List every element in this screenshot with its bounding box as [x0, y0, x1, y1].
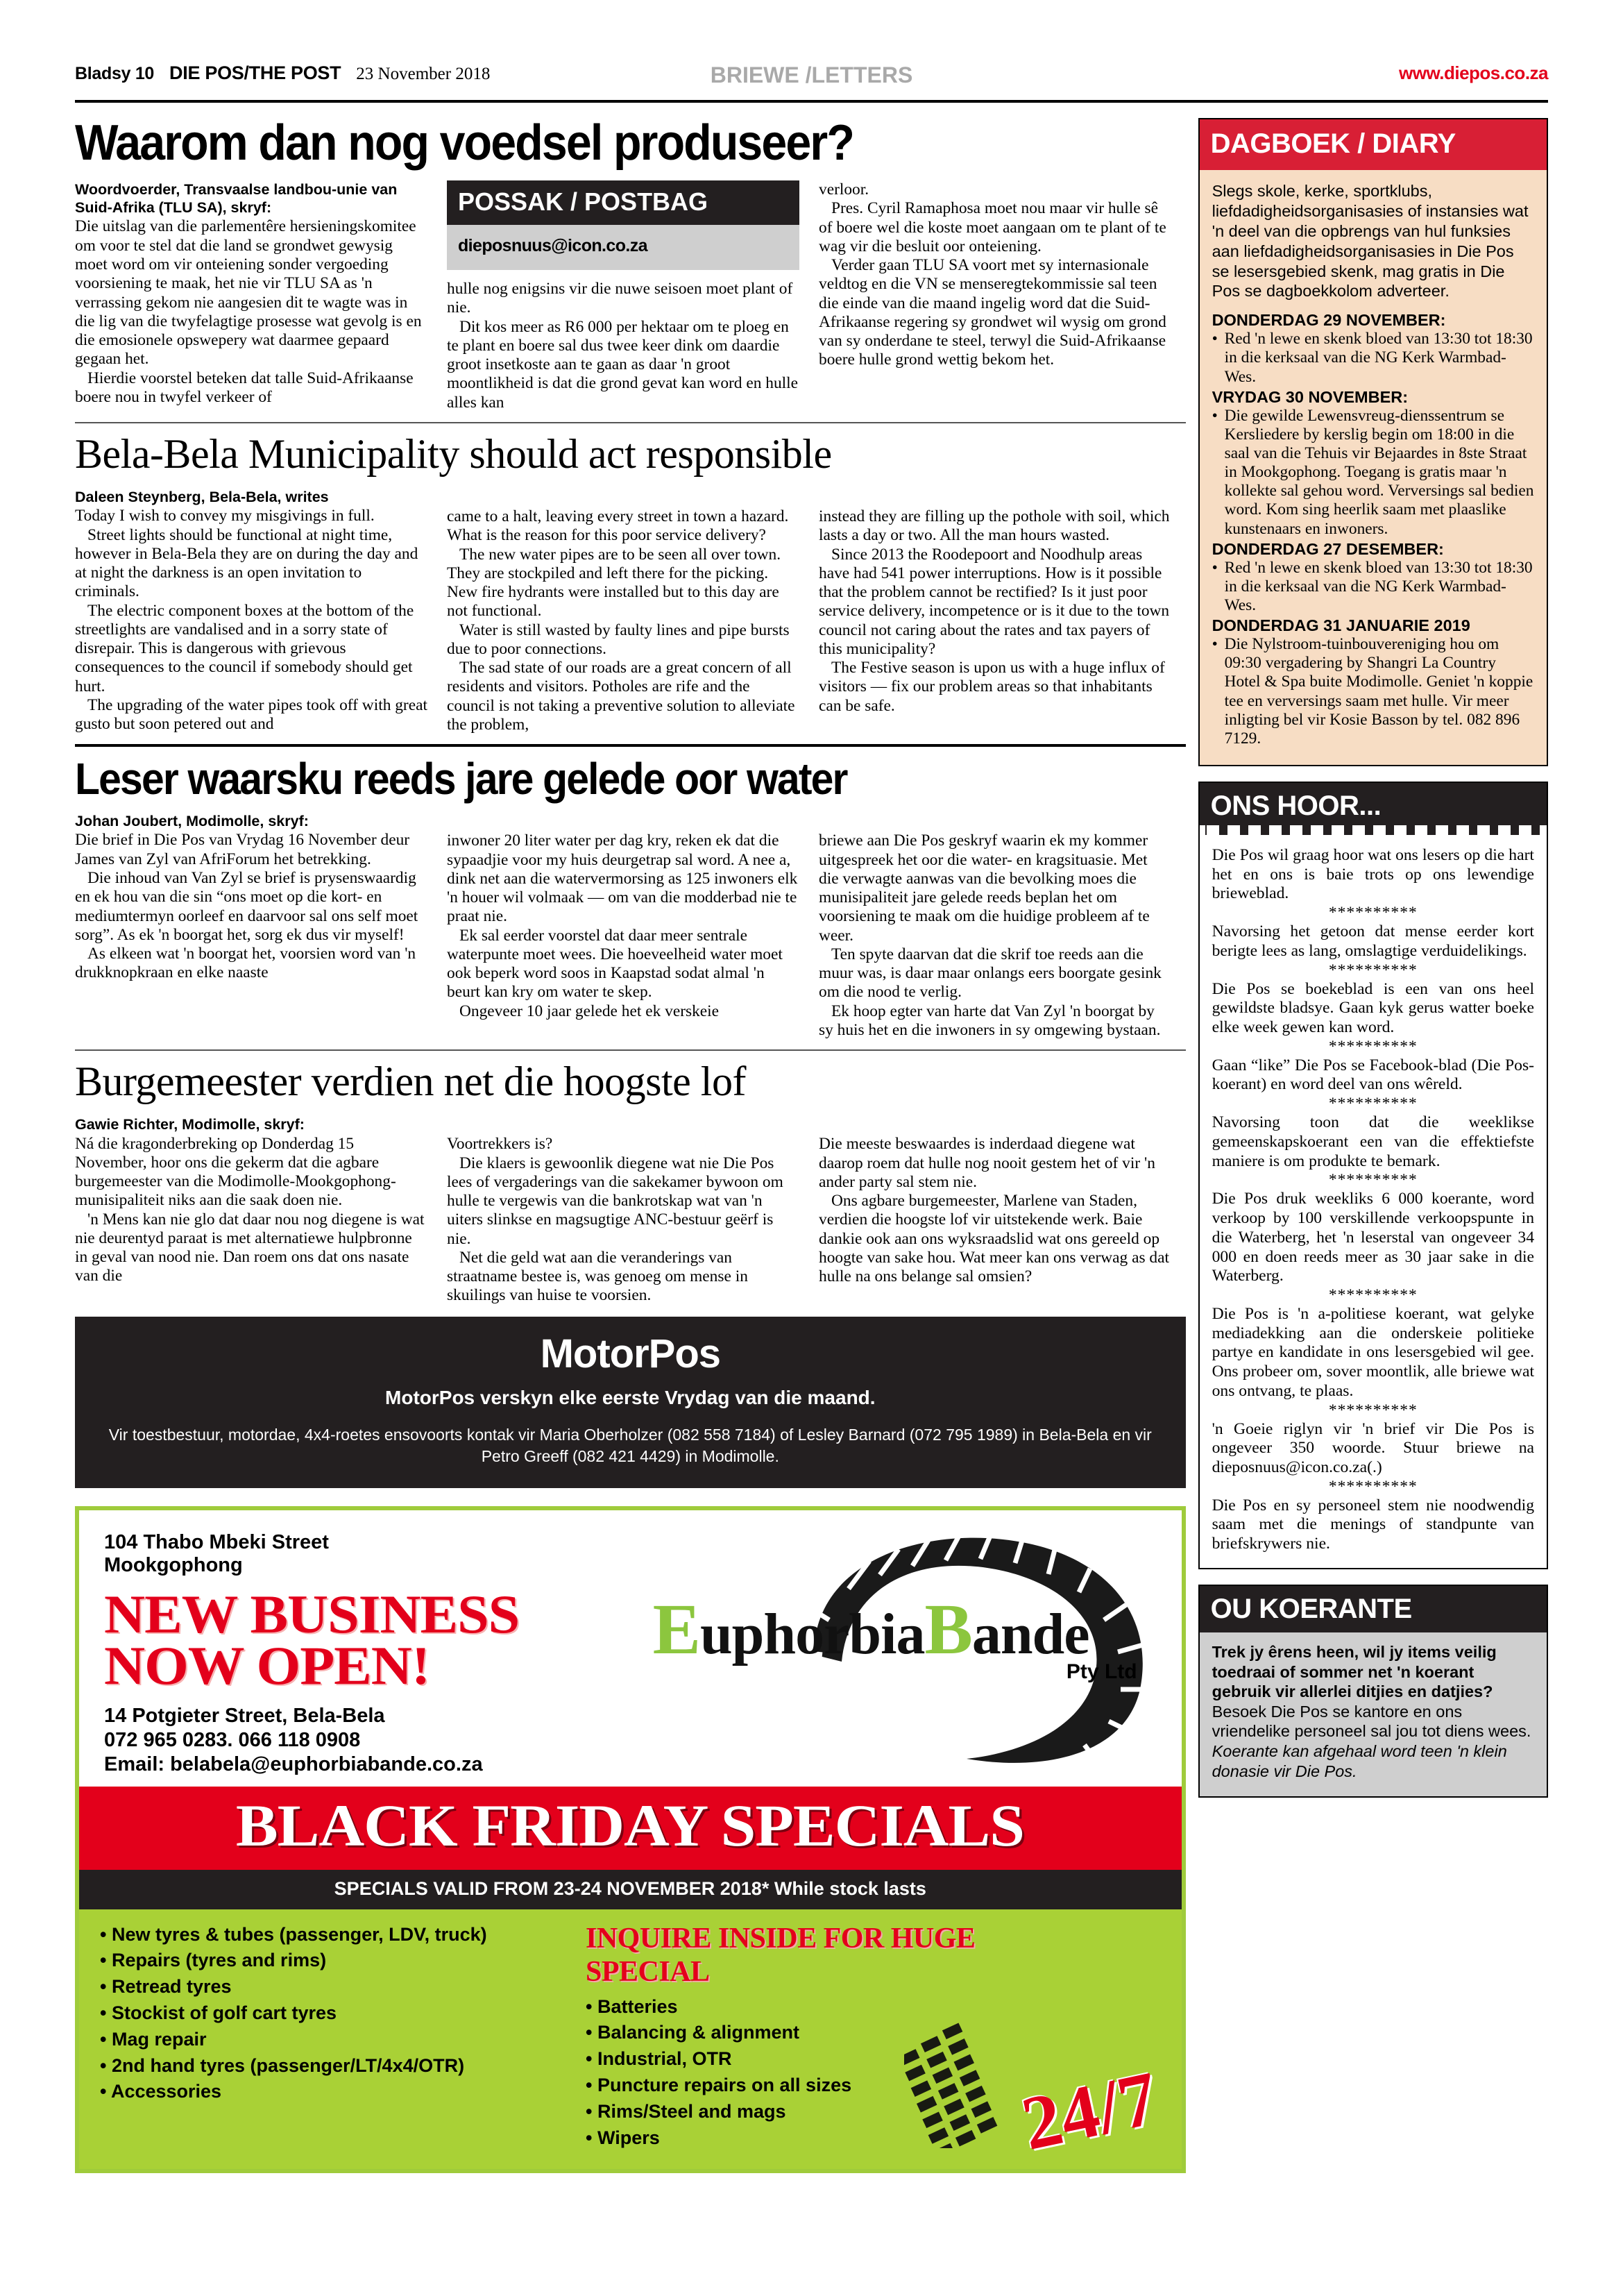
ou-koerante-info: Besoek Die Pos se kantore en ons vriendelike personeel sal jou tot diens wees. — [1212, 1702, 1531, 1741]
entry-text: Red 'n lewe en skenk bloed van 13:30 tot 18:30 in die kerksaal van die NG Kerk Warmbad-Wes. — [1224, 330, 1533, 386]
logo-text-2: ande — [971, 1601, 1089, 1666]
paragraph: Today I wish to convey my misgivings in full. — [75, 507, 375, 525]
euphorbia-wordmark — [653, 1588, 1089, 1671]
euphorbia-logo — [640, 1516, 1168, 1773]
paragraph: Water is still wasted by faulty lines and pipe bursts due to poor connections. — [447, 621, 790, 658]
dagboek-box — [1198, 118, 1548, 766]
paragraph: instead they are filling up the pothole with soil, which lasts a day or two. All the man hours wasted. — [819, 507, 1170, 545]
article2-headline: Bela-Bela Municipality should act responsible — [75, 430, 832, 477]
hoor-item: Gaan “like” Die Pos se Facebook-blad (Die Pos-koerant) en word deel van ons wêreld. — [1212, 1056, 1534, 1094]
list-item: • Retread tyres — [100, 1976, 232, 1998]
dagboek-day-heading: DONDERDAG 31 JANUARIE 2019 — [1212, 616, 1470, 635]
bullet-icon: • — [1212, 635, 1218, 654]
euphorbia-services — [79, 1909, 1182, 2170]
paragraph: The electric component boxes at the bottom of the streetlights are vandalised and in a sorry state of disrepair. This is dangerous with grievous consequences to the council if somebody should get hurt. — [75, 601, 414, 695]
article-leser-waarsku — [75, 754, 1186, 1040]
service-label: Repairs (tyres and rims) — [111, 1950, 327, 1971]
hoor-item: Die Pos wil graag hoor wat ons lesers op die hart het en ons is baie trots op ons lewendige brieweblad. — [1212, 846, 1534, 903]
services-column-left — [100, 1922, 586, 2152]
euphorbia-left — [79, 1510, 655, 1784]
paragraph: Since 2013 the Roodepoort and Noodhulp areas have had 541 power interruptions. How is it possible that the problem cannot be rectified? Is it just poor service delivery, incompetence or is it due to the town council not caring about the rates and tax payers of this municipality? — [819, 545, 1170, 658]
paragraph: Net die geld wat aan die veranderings van straatname bestee is, was genoeg om mense in skuilings van huise te voorsien. — [447, 1248, 748, 1305]
headline-line: NOW OPEN! — [104, 1635, 430, 1696]
article1-columns — [75, 180, 1186, 412]
dagboek-intro: Slegs skole, kerke, sportklubs, liefdadigheidsorganisasies of instansies wat 'n deel van die opbrengs van hul funksies aan liefdadigheidsorganisasies in Die Pos se lesersgebied skenk, mag gratis in Die Pos se dagboekkolom adverteer. — [1212, 182, 1529, 301]
separator: ********** — [1328, 961, 1418, 979]
postbag-email[interactable]: dieposnuus@icon.co.za — [458, 236, 647, 255]
service-label: Mag repair — [111, 2028, 207, 2050]
service-label: Wipers — [597, 2127, 660, 2148]
ou-koerante-body — [1200, 1632, 1547, 1797]
headline-line: NEW BUSINESS — [104, 1584, 520, 1645]
list-item: • Repairs (tyres and rims) — [100, 1950, 327, 1971]
service-label: Accessories — [110, 2081, 222, 2102]
paragraph: 'n Mens kan nie glo dat daar nou nog diegene is wat nie deurentyd paraat is met alternatiewe hulpbronne in geval van nood nie. Dan roem ons dat ons nasate van die — [75, 1210, 425, 1285]
article2-columns — [75, 488, 1186, 734]
paragraph: The upgrading of the water pipes took off with great gusto but soon petered out and — [75, 695, 427, 734]
motorpos-subtitle: MotorPos verskyn elke eerste Vrydag van die maand. — [385, 1386, 876, 1408]
separator: ********** — [1328, 1095, 1418, 1113]
list-item: • Industrial, OTR — [586, 2048, 732, 2070]
article3-column-2 — [447, 812, 799, 1040]
separator: ********** — [1328, 1037, 1418, 1056]
paragraph: Dit kos meer as R6 000 per hektaar om te ploeg en te plant en boere sal dus twee keer dink om daardie groot insetkoste aan te gaan as daar 'n groot moontlikheid is dat die grond gevat kan word en hulle alles kan — [447, 317, 799, 412]
service-label: 2nd hand tyres (passenger/LT/4x4/OTR) — [111, 2054, 465, 2076]
paragraph: briewe aan Die Pos geskryf waarin ek my kommer uitgespreek het oor die water- en kragsituasie. Met die verwagte aanwas van die bevolking moes die munisipaliteit jare gelede reeds beplan het om voorsiening te maak om die huidige probleem af te weer. — [819, 832, 1150, 945]
separator: ********** — [1328, 1401, 1418, 1419]
list-item: • Balancing & alignment — [586, 2022, 800, 2043]
article-bela-bela-municipality — [75, 430, 1186, 734]
paragraph: The new water pipes are to be seen all over town. They are stockpiled and left there for the picking. New fire hydrants were installed but to this day are not functional. — [447, 545, 781, 621]
article-waarom-dan-nog-voedsel — [75, 115, 1186, 412]
service-label: Retread tyres — [111, 1976, 232, 1998]
bullet-icon: • — [1212, 558, 1218, 577]
paragraph: Verder gaan TLU SA voort met sy internasionale veldtog en die VN se menseregtekommissie sal teen die einde van die maand ingelig word dat die Suid-Afrikaanse regering sy grondwet wil wysig om grond van sy onderdane te steel, terwyl die Suid-Afrikaanse boere hulle grond wettig bekom het. — [819, 256, 1166, 369]
dagboek-entry — [1212, 407, 1534, 539]
service-label: Rims/Steel and mags — [597, 2100, 786, 2122]
motorpos-advert — [75, 1317, 1186, 1488]
ou-koerante-note: Koerante kan afgehaal word teen 'n klein donasie vir Die Pos. — [1212, 1742, 1507, 1780]
logo-letter-e: E — [652, 1589, 700, 1669]
logo-text-1: uphorbia — [699, 1601, 925, 1666]
paragraph: inwoner 20 liter water per dag kry, reken ek dat die sypaadjie voor my huis deurgetrap sal word. A nee a, dink net aan die watervermorsing as 125 inwoners elk 'n houer wil volmaak — om van die modderbad nie te praat nie. — [447, 832, 798, 926]
page-body — [75, 115, 1548, 2173]
dagboek-day-heading: DONDERDAG 27 DESEMBER: — [1212, 539, 1444, 558]
article1-column-2 — [447, 180, 799, 412]
postbag-title: POSSAK / POSTBAG — [447, 180, 799, 225]
paragraph: Ek sal eerder voorstel dat daar meer sentrale waterpunte moet wees. Die hoeveelheid water moet ook beperk word soos in Kaapstad sodat almal 'n beurt kan kry om water te skep. — [447, 926, 783, 1002]
article2-column-2 — [447, 488, 799, 734]
dagboek-entry — [1212, 559, 1534, 615]
dagboek-body — [1200, 170, 1547, 765]
list-item: • Puncture repairs on all sizes — [586, 2075, 852, 2096]
article3-column-1 — [75, 812, 427, 1040]
separator: ********** — [1328, 904, 1418, 922]
euphorbia-pty-ltd: Pty Ltd — [1066, 1660, 1137, 1683]
masthead — [75, 62, 1548, 96]
service-label: Batteries — [597, 1995, 678, 2017]
paragraph: verloor. — [819, 180, 869, 199]
service-label: Industrial, OTR — [597, 2048, 732, 2070]
service-label: Puncture repairs on all sizes — [597, 2075, 852, 2096]
article-divider — [75, 744, 1186, 747]
hoor-item: Die Pos en sy personeel stem nie noodwendig saam met die menings of standpunte van briefskrywers nie. — [1212, 1496, 1534, 1553]
article3-col1-text — [75, 831, 427, 982]
bullet-icon: • — [1212, 330, 1218, 348]
motorpos-title: MotorPos — [540, 1331, 721, 1376]
dashed-strip-decoration — [1200, 825, 1547, 835]
article1-col2-text — [447, 280, 799, 412]
service-label: New tyres & tubes (passenger, LDV, truck) — [111, 1923, 487, 1945]
article2-byline: Daleen Steynberg, Bela-Bela, writes — [75, 489, 329, 506]
article4-col2-text — [447, 1135, 799, 1305]
list-item: • Wipers — [586, 2127, 660, 2148]
paragraph: Street lights should be functional at night time, however in Bela-Bela they are on during the day and at night the darkness is an open invitation to criminals. — [75, 525, 418, 601]
article3-columns — [75, 812, 1186, 1040]
dagboek-title: DAGBOEK / DIARY — [1200, 119, 1547, 170]
publication-title: DIE POS/THE POST — [169, 62, 341, 83]
bullet-icon: • — [1212, 406, 1218, 425]
page-number-label: Bladsy 10 — [75, 64, 155, 83]
logo-letter-b: B — [924, 1589, 972, 1669]
article4-columns — [75, 1115, 1186, 1305]
inquire-banner: INQUIRE INSIDE FOR HUGE SPECIAL — [586, 1922, 976, 1988]
ons-hoor-body — [1200, 835, 1547, 1568]
article2-col1-text — [75, 507, 427, 734]
list-item: • 2nd hand tyres (passenger/LT/4x4/OTR) — [100, 2054, 465, 2076]
euphorbia-bande-advert — [75, 1506, 1186, 2174]
hoor-item: Die Pos druk weekliks 6 000 koerante, word verkoop by 100 verskillende verkoopspunte in die Waterberg, het 'n leserstal van ongeveer 34 000 en doen reeds meer as 30 jaar sake in die Waterberg. — [1212, 1190, 1534, 1285]
hoor-item: 'n Goeie riglyn vir 'n brief vir Die Pos is ongeveer 350 woorde. Stuur briewe na dieposnuus@icon.co.za(.) — [1212, 1419, 1534, 1476]
article-divider — [75, 1049, 1186, 1051]
paragraph: Ons agbare burgemeester, Marlene van Staden, verdien die hoogste lof vir uitstekende werk. Baie dankie ook aan ons wyksraadslid wat ons gereeld op hoogte van sake hou. Wat meer kan ons verwag as dat hulle na ons belange sal omsien? — [819, 1192, 1169, 1286]
euphorbia-address1 — [104, 1531, 655, 1578]
service-label: Balancing & alignment — [597, 2022, 800, 2043]
main-content — [75, 115, 1186, 2173]
ons-hoor-box — [1198, 782, 1548, 1569]
specials-validity: SPECIALS VALID FROM 23-24 NOVEMBER 2018* While stock lasts — [79, 1870, 1182, 1909]
article3-col3-text — [819, 832, 1171, 1040]
service-label: Stockist of golf cart tyres — [111, 2002, 337, 2024]
article1-col1-text — [75, 217, 427, 407]
postbag-body — [447, 225, 799, 270]
separator: ********** — [1328, 1171, 1418, 1190]
masthead-divider — [75, 100, 1548, 103]
paragraph: Die uitslag van die parlementêre hersieningskomitee om voor te stel dat die land se grondwet gewysig moet word om vir onteiening sonder vergoeding voorsiening te maak, het nie vir TLU SA as 'n verrassing gekom nie aangesien dit te wagte was in die lig van die twyfelagtige prosesse wat gevolg is en die emosionele opswepery wat daarmee gepaard gegaan het. — [75, 217, 422, 369]
paragraph: Ongeveer 10 jaar gelede het ek verskeie — [459, 1002, 720, 1020]
paragraph: Ek hoop egter van harte dat Van Zyl 'n boorgat by sy huis het en die inwoners in sy omgewing bystaan. — [819, 1002, 1161, 1039]
article1-col3-text — [819, 180, 1171, 370]
paragraph: Die klaers is gewoonlik diegene wat nie Die Pos lees of vergaderings van die sakekamer bywoon om hulle te vergewis van die bankrotskap wat van 'n uiters slinkse en magsugtige ANC-bestuur geërf is nie. — [447, 1154, 783, 1248]
article1-column-1 — [75, 180, 427, 412]
dagboek-day-heading: DONDERDAG 29 NOVEMBER: — [1212, 311, 1446, 330]
hoor-item: Navorsing toon dat die weeklikse gemeenskapskoerant een van die effektiefste maniere is om produkte te bemark. — [1212, 1113, 1534, 1170]
paragraph: Pres. Cyril Ramaphosa moet nou maar vir hulle sê of boere wel die koste moet aangaan om te plant of te wag vir die besluit oor onteiening. — [819, 199, 1166, 255]
dagboek-day-heading: VRYDAG 30 NOVEMBER: — [1212, 387, 1409, 406]
dagboek-entry — [1212, 635, 1534, 748]
paragraph: As elkeen wat 'n boorgat het, voorsien word van 'n drukknopkraan en elke naaste — [75, 945, 416, 982]
paragraph: The sad state of our roads are a great concern of all residents and visitors. Potholes are rife and the council is not taking a preventive solution to alleviate the problem, — [447, 659, 795, 734]
hoor-item: Die Pos se boekeblad is een van ons heel gewildste bladsye. Gaan kyk gerus watter boeke elke week gewen kan word. — [1212, 979, 1534, 1037]
separator: ********** — [1328, 1477, 1418, 1496]
address-line: 14 Potgieter Street, Bela-Bela — [104, 1705, 385, 1728]
services-list-left — [100, 1922, 586, 2106]
email-line[interactable]: Email: belabela@euphorbiabande.co.za — [104, 1753, 483, 1775]
article4-column-2 — [447, 1115, 799, 1305]
paragraph: Ná die kragonderbreking op Donderdag 15 November, hoor ons die gekerm dat die agbare burgemeester van die Modimolle-Mookgophong-munisipaliteit niks aan die saak doen nie. — [75, 1134, 396, 1210]
list-item: • Stockist of golf cart tyres — [100, 2002, 337, 2024]
address-line: Mookgophong — [104, 1554, 243, 1577]
article4-column-1 — [75, 1115, 427, 1305]
phone-numbers: 072 965 0283. 066 118 0908 — [104, 1729, 361, 1752]
list-item: • New tyres & tubes (passenger, LDV, truck) — [100, 1923, 487, 1945]
postbag-box — [447, 180, 799, 270]
article2-col2-text — [447, 507, 799, 734]
article4-col1-text — [75, 1135, 427, 1286]
entry-text: Die gewilde Lewensvreug-dienssentrum se Kersliedere by kerslig begin om 18:00 in die saal van die Tehuis vir Bejaardes in 8ste Straat in Mookgophong. Toegang is gratis maar 'n kollekte sal gehou word. Verversings sal bedien word. Kom sing heerlik saam met plaaslike kunstenaars en inwoners. — [1224, 406, 1534, 538]
article4-col3-text — [819, 1135, 1171, 1286]
hoor-item: Navorsing het getoon dat mense eerder kort berigte lees as lang, omslagtige verduidelikings. — [1212, 922, 1534, 960]
article4-headline: Burgemeester verdien net die hoogste lof — [75, 1058, 746, 1105]
paragraph: Die brief in Die Pos van Vrydag 16 November deur James van Zyl van AfriForum het betrekking. — [75, 831, 410, 868]
article1-column-3 — [819, 180, 1171, 412]
article3-byline: Johan Joubert, Modimolle, skryf: — [75, 813, 309, 830]
article2-column-1 — [75, 488, 427, 734]
euphorbia-headline — [104, 1584, 683, 1696]
list-item: • Accessories — [100, 2081, 222, 2102]
website-link[interactable]: www.diepos.co.za — [1399, 62, 1548, 83]
section-title: BRIEWE /LETTERS — [710, 62, 913, 87]
ons-hoor-title: ONS HOOR... — [1200, 783, 1547, 825]
article2-column-3 — [819, 488, 1171, 734]
article4-byline: Gawie Richter, Modimolle, skryf: — [75, 1116, 305, 1133]
ou-koerante-box — [1198, 1585, 1548, 1798]
badge-24-7: 24/7 — [1014, 2055, 1166, 2167]
article-divider — [75, 422, 1186, 423]
motorpos-contact: Vir toestbestuur, motordae, 4x4-roetes ensovoorts kontak vir Maria Oberholzer (082 558 7184) of Lesley Barnard (072 795 1989) in Bela-Bela en vir Petro Greeff (082 421 4429) in Modimolle. — [108, 1425, 1152, 1465]
paragraph: Die meeste beswaardes is inderdaad diegene wat daarop roem dat hulle nog nooit gestem het of vir 'n ander party sal stem nie. — [819, 1135, 1155, 1191]
black-friday-banner — [79, 1784, 1182, 1870]
article4-column-3 — [819, 1115, 1171, 1305]
article3-headline: Leser waarsku reeds jare gelede oor water — [75, 754, 847, 804]
entry-text: Die Nylstroom-tuinbouvereniging hou om 09:30 vergadering by Shangri La Country Hotel & Spa buite Modimolle. Geniet 'n koppie tee en verversings saam met hulle. Vir meer inligting bel vir Kosie Basson by tel. 082 896 7129. — [1224, 635, 1533, 748]
dagboek-entry — [1212, 330, 1534, 386]
paragraph: Die inhoud van Van Zyl se brief is prysenswaardig en ek hou van die sin “ons moet op die kort- en mediumtermyn oorleef en daarvoor sal ons self moet sorg”. As ek 'n boorgat het, sorg ek dus vir myself! — [75, 868, 418, 944]
article-burgemeester-verdien — [75, 1058, 1186, 1306]
paragraph: Voortrekkers is? — [447, 1135, 553, 1154]
entry-text: Red 'n lewe en skenk bloed van 13:30 tot 18:30 in die kerksaal van die NG Kerk Warmbad-Wes. — [1224, 558, 1533, 615]
masthead-left — [75, 62, 490, 84]
hoor-item: Die Pos is 'n a-politiese koerant, wat gelyke mediadekking aan die onderskeie politieke partye en kandidate in ons lesersgebied wil gee. Ons probeer om, sover moontlik, alle briewe wat ons ontvang, te plaas. — [1212, 1304, 1534, 1400]
address-line: 104 Thabo Mbeki Street — [104, 1530, 329, 1553]
article3-column-3 — [819, 812, 1171, 1040]
paragraph: hulle nog enigsins vir die nuwe seisoen moet plant of nie. — [447, 280, 793, 317]
paragraph: came to a halt, leaving every street in town a hazard. What is the reason for this poor service delivery? — [447, 507, 789, 545]
article1-byline: Woordvoerder, Transvaalse landbou-unie van Suid-Afrika (TLU SA), skryf: — [75, 181, 398, 217]
ou-koerante-question: Trek jy êrens heen, wil jy items veilig toedraai of sommer net 'n koerant gebruik vir allerlei ditjies en datjies? — [1212, 1642, 1497, 1701]
paragraph: Ten spyte daarvan dat die skrif toe reeds aan die muur was, is daar maar onlangs eers boorgate gesink om die nood te verlig. — [819, 945, 1162, 1002]
euphorbia-top — [79, 1510, 1182, 1784]
black-friday-text: BLACK FRIDAY SPECIALS — [236, 1791, 1025, 1859]
separator: ********** — [1328, 1285, 1418, 1304]
paragraph: Hierdie voorstel beteken dat talle Suid-Afrikaanse boere nou in twyfel verkeer of — [75, 369, 414, 406]
ou-koerante-title: OU KOERANTE — [1200, 1586, 1547, 1632]
list-item: • Rims/Steel and mags — [586, 2100, 786, 2122]
article2-col3-text — [819, 507, 1171, 716]
article3-col2-text — [447, 832, 799, 1021]
sidebar — [1198, 118, 1548, 2173]
list-item: • Batteries — [586, 1995, 678, 2017]
list-item: • Mag repair — [100, 2028, 207, 2050]
article1-headline: Waarom dan nog voedsel produseer? — [75, 115, 853, 171]
euphorbia-address2 — [104, 1704, 655, 1776]
paragraph: The Festive season is upon us with a huge influx of visitors — fix our problem areas so that inhabitants can be safe. — [819, 659, 1165, 715]
issue-date: 23 November 2018 — [356, 65, 491, 83]
